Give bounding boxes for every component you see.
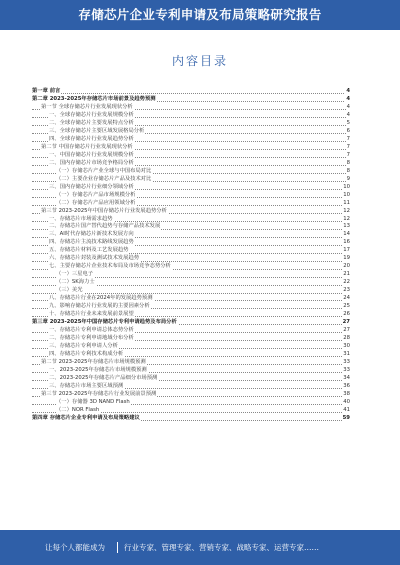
toc-entry-title: 第二节 2023-2025年存储芯片市场规模预测: [41, 358, 146, 365]
toc-page-number: 25: [343, 303, 350, 310]
toc-entry-title: 五、存储芯片材料及工艺发展趋势: [49, 247, 129, 254]
toc-entry-title: 九、影响存储芯片行业发展的主要因素分析: [49, 303, 150, 310]
toc-page-number: 10: [343, 191, 350, 198]
toc-page-number: 23: [343, 287, 350, 294]
toc-entry[interactable]: [32, 287, 350, 295]
toc-page-number: 4: [346, 95, 350, 102]
toc-entry-title: （二）SK海力士: [56, 279, 95, 286]
toc-page-number: 11: [343, 199, 350, 206]
toc-page-number: 7: [346, 135, 350, 142]
toc-entry[interactable]: [32, 160, 350, 168]
toc-entry[interactable]: [32, 367, 350, 375]
toc-entry-title: 三、国内存储芯片行业细分领域分析: [49, 183, 134, 190]
toc-page-number: 16: [343, 239, 350, 246]
toc-entry-title: 四、存储芯片主流技术路线发展趋势: [49, 239, 134, 246]
toc-entry-title: 二、全球存储芯片主要发展特点分析: [49, 119, 134, 126]
toc-heading: 内容目录: [171, 54, 228, 68]
toc-page-number: 27: [343, 327, 350, 334]
toc-entry-title: （二）NOR Flash: [56, 406, 100, 413]
toc-page-number: 13: [343, 223, 350, 230]
toc-page-number: 28: [343, 335, 350, 342]
toc-entry[interactable]: [32, 295, 350, 303]
toc-entry[interactable]: [32, 399, 350, 407]
toc-entry[interactable]: [32, 359, 350, 367]
toc-page-number: 59: [342, 414, 350, 421]
toc-entry-title: 六、存储芯片封装及测试技术发展趋势: [49, 255, 140, 262]
toc-entry[interactable]: [32, 391, 350, 399]
toc-leader-dots: [32, 93, 350, 94]
toc-page-number: 8: [346, 159, 350, 166]
toc-entry[interactable]: [32, 144, 350, 152]
toc-entry-title: （二）存储芯片产品应用领域分析: [56, 199, 136, 206]
toc-page-number: 40: [343, 398, 350, 405]
toc-entry-title: 一、存储芯片市场需求趋势: [49, 215, 113, 222]
toc-entry[interactable]: [32, 415, 350, 423]
toc-page-number: 17: [343, 247, 350, 254]
toc-entry[interactable]: [32, 327, 350, 335]
report-title: 存储芯片企业专利申请及布局策略研究报告: [78, 7, 322, 22]
toc-page-number: 34: [343, 374, 350, 381]
toc-entry-title: 第二节 中国存储芯片行业发展现状分析: [41, 143, 133, 150]
toc-entry[interactable]: [32, 128, 350, 136]
toc-entry[interactable]: [32, 407, 350, 415]
toc-entry[interactable]: [32, 208, 350, 216]
toc-entry-title: 三、存储芯片专利申请人分析: [49, 343, 118, 349]
toc-entry-title: 三、全球存储芯片主要区域发展格局分析: [49, 127, 145, 134]
toc-entry-title: 第一节 全球存储芯片行业发展现状分析: [41, 103, 133, 110]
toc-entry[interactable]: [32, 303, 350, 311]
toc-entry-title: 八、存储芯片行业在2024年的发展趋势预测: [49, 295, 153, 302]
toc-page-number: 36: [343, 382, 350, 389]
toc-entry-title: 七、主要存储芯片企业技术布局及市场竞争态势分析: [49, 263, 171, 270]
toc-page-number: 9: [346, 175, 350, 182]
toc-entry-title: 一、全球存储芯片行业发展规模分析: [49, 111, 134, 118]
toc-entry[interactable]: [32, 335, 350, 343]
toc-page-number: 4: [346, 88, 350, 94]
toc-entry[interactable]: [32, 96, 350, 104]
toc-entry[interactable]: [32, 168, 350, 176]
toc-entry-title: （一）存储芯片产业全球与中国布局对比: [56, 167, 152, 174]
toc-entry-title: 三、存储芯片市场主要区域预测: [49, 382, 124, 389]
toc-page-number: 4: [346, 111, 350, 118]
toc-entry[interactable]: [32, 343, 350, 351]
toc-entry[interactable]: [32, 120, 350, 128]
toc-entry-title: 第四章 存储芯片企业专利申请及布局策略建议: [32, 414, 140, 421]
toc-page-number: 7: [346, 143, 350, 150]
toc-entry-title: 第一章 前言: [32, 88, 61, 94]
footer-tagline: 行业专家、管理专家、营销专家、战略专家、运营专家……: [124, 543, 319, 552]
toc-page-number: 22: [343, 279, 350, 286]
toc-entry-title: 第三节 2023-2025年中国存储芯片行业发展趋势分析: [41, 207, 167, 214]
toc-entry-title: 第三章 2023-2025年中国存储芯片专利申请趋势及布局分析: [32, 319, 177, 326]
toc-entry[interactable]: [32, 319, 350, 327]
toc-entry[interactable]: [32, 88, 350, 96]
toc-entry[interactable]: [32, 112, 350, 120]
toc-page-number: 27: [342, 319, 350, 326]
toc-page-number: 31: [343, 350, 350, 357]
toc-entry-title: 一、2023-2025年存储芯片市场规模预测: [49, 366, 147, 373]
toc-entry-title: 第三节 2023-2025年存储芯片行业发展前景预测: [41, 390, 157, 397]
toc-entry-title: （二）主要企业存储芯片产品及技术对比: [56, 175, 152, 182]
toc-entry[interactable]: [32, 136, 350, 144]
toc-page-number: 24: [343, 295, 350, 302]
toc-page-number: 33: [343, 358, 350, 365]
toc-entry-title: 第二章 2023-2025年存储芯片市场前景及趋势预测: [32, 95, 156, 102]
toc-entry-title: （一）存储器 3D NAND Flash: [56, 398, 130, 405]
toc-entry-title: 二、国内存储芯片市场竞争格局分析: [49, 159, 134, 166]
toc-page-number: 10: [343, 183, 350, 190]
toc-entry[interactable]: [32, 152, 350, 160]
toc-entry[interactable]: [32, 351, 350, 359]
toc-page-number: 8: [346, 167, 350, 174]
toc-entry[interactable]: [32, 176, 350, 184]
toc-entry-title: 二、2023-2025年存储芯片产品细分市场预测: [49, 374, 158, 381]
toc-entry-title: 三、AI时代存储芯片新技术发展方向: [49, 231, 134, 238]
toc-entry[interactable]: [32, 375, 350, 383]
toc-page-number: 20: [343, 263, 350, 270]
toc-page-number: 4: [346, 103, 350, 110]
toc-page-number: 19: [343, 255, 350, 262]
toc-page-number: 41: [343, 406, 350, 413]
toc-page-number: 7: [346, 151, 350, 158]
footer-slogan: 让每个人都能成为: [45, 543, 105, 552]
header-bar: [0, 0, 400, 30]
toc-entry[interactable]: [32, 383, 350, 391]
toc-page-number: 6: [346, 127, 350, 134]
toc-page-number: 5: [346, 119, 350, 126]
footer-bar: [0, 530, 400, 565]
toc-entry-title: 一、中国存储芯片行业发展规模分析: [49, 151, 134, 158]
toc-entry-title: 四、全球存储芯片行业发展趋势分析: [49, 135, 134, 142]
toc-entry[interactable]: [32, 192, 350, 200]
toc-entry[interactable]: [32, 104, 350, 112]
footer-divider: [117, 542, 118, 553]
toc-page-number: 12: [343, 215, 350, 222]
toc-entry-title: 二、存储芯片专利申请地域分布分析: [49, 335, 134, 342]
toc-entry-title: 十、存储芯片行业未来发展前景展望: [49, 311, 134, 318]
toc-entry-title: 四、存储芯片专利技术构成分析: [49, 350, 124, 357]
toc-page-number: 21: [343, 271, 350, 278]
toc-page-number: 30: [343, 343, 350, 349]
toc-page-number: 14: [343, 231, 350, 238]
toc-entry[interactable]: [32, 184, 350, 192]
toc-entry-title: （一）存储芯片产品市场规模分析: [56, 191, 136, 198]
toc-page-number: 12: [343, 207, 350, 214]
toc-page-number: 38: [343, 390, 350, 397]
toc-page-number: 33: [343, 366, 350, 373]
toc-entry[interactable]: [32, 200, 350, 208]
toc-entry-title: 一、存储芯片专利申请总体态势分析: [49, 327, 134, 334]
toc-entry[interactable]: [32, 311, 350, 319]
toc-entry-title: 二、存储芯片国产替代趋势与存储产品技术发展: [49, 223, 161, 230]
table-of-contents: [32, 88, 350, 423]
toc-entry-title: （三）美光: [56, 287, 83, 294]
toc-page-number: 26: [343, 311, 350, 318]
toc-entry-title: （一）三星电子: [56, 271, 94, 278]
